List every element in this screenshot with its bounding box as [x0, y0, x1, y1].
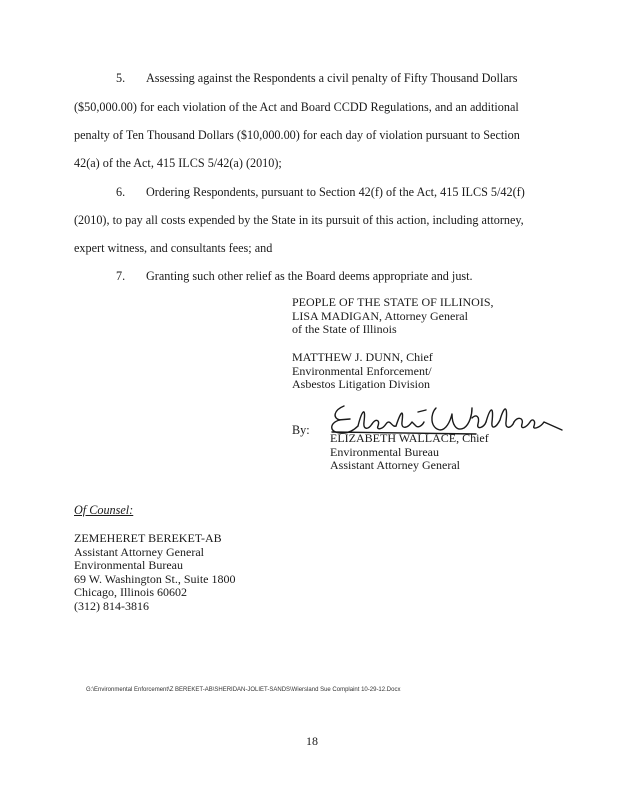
plaintiff-line: PEOPLE OF THE STATE OF ILLINOIS,: [292, 295, 494, 309]
counsel-block: [74, 532, 236, 613]
paragraph-line: (2010), to pay all costs expended by the State in its pursuit of this action, including attorney,: [74, 213, 524, 227]
chief-line: Asbestos Litigation Division: [292, 377, 430, 391]
counsel-line: Assistant Attorney General: [74, 544, 204, 559]
paragraph-line: Assessing against the Respondents a civil penalty of Fifty Thousand Dollars: [146, 71, 518, 85]
counsel-line: (312) 814-3816: [74, 598, 149, 613]
file-path-footer: G:\Environmental Enforcement\Z BEREKET-AB\SHERIDAN-JOLIET-SANDS\Wiersland Sue Complaint 10-29-12.Docx: [86, 687, 401, 693]
plaintiff-line: of the State of Illinois: [292, 322, 397, 336]
signatory-line: Environmental Bureau: [330, 444, 439, 459]
paragraph-line: 42(a) of the Act, 415 ILCS 5/42(a) (2010);: [74, 156, 282, 170]
paragraph-line: Ordering Respondents, pursuant to Section 42(f) of the Act, 415 ILCS 5/42(f): [146, 185, 525, 199]
chief-line: Environmental Enforcement/: [292, 363, 432, 378]
of-counsel-heading: Of Counsel:: [74, 503, 134, 517]
paragraph-number: 7.: [116, 269, 126, 283]
paragraph-line: ($50,000.00) for each violation of the Act and Board CCDD Regulations, and an additional: [74, 100, 519, 114]
counsel-line: Chicago, Illinois 60602: [74, 585, 187, 599]
by-label: By:: [292, 423, 310, 437]
signatory-block: [330, 432, 489, 473]
plaintiff-line: LISA MADIGAN, Attorney General: [292, 308, 468, 323]
paragraph-line: expert witness, and consultants fees; and: [74, 241, 273, 255]
signatory-line: ELIZABETH WALLACE, Chief: [330, 431, 489, 445]
paragraph-line: penalty of Ten Thousand Dollars ($10,000.00) for each day of violation pursuant to Section: [74, 128, 520, 142]
counsel-line: ZEMEHERET BEREKET-AB: [74, 531, 222, 545]
signatory-line: Assistant Attorney General: [330, 458, 460, 472]
page-number: 18: [306, 734, 318, 748]
chief-block: [292, 351, 433, 392]
counsel-line: 69 W. Washington St., Suite 1800: [74, 571, 236, 586]
counsel-line: Environmental Bureau: [74, 558, 183, 572]
paragraph-line: Granting such other relief as the Board deems appropriate and just.: [146, 269, 473, 283]
paragraph-number: 5.: [116, 71, 126, 85]
chief-line: MATTHEW J. DUNN, Chief: [292, 350, 433, 364]
paragraph-number: 6.: [116, 185, 126, 199]
plaintiff-block: [292, 296, 494, 337]
